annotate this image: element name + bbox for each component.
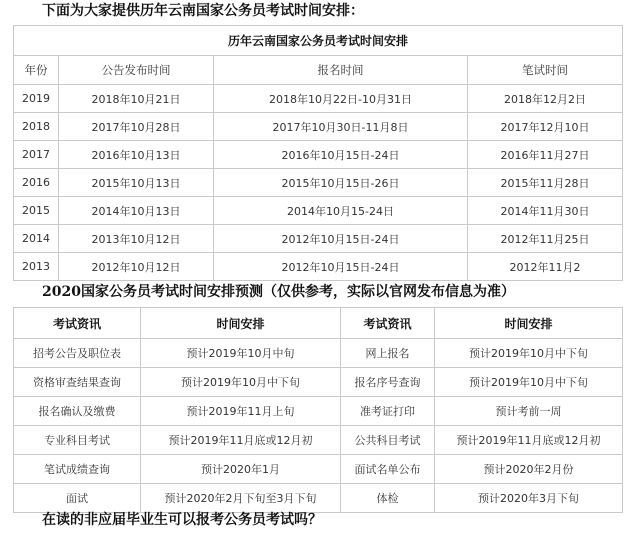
registration-period-cell: 2015年10月15日-26日 — [214, 169, 468, 197]
schedule-cell: 预计2019年11月底或12月初 — [141, 426, 341, 455]
table-row — [14, 397, 623, 426]
schedule-cell: 预计2020年2月份 — [435, 455, 623, 484]
table-row — [14, 455, 623, 484]
schedule-cell: 预计2020年2月下旬至3月下旬 — [141, 484, 341, 513]
registration-period-cell: 2016年10月15日-24日 — [214, 141, 468, 169]
year-cell: 2017 — [14, 141, 59, 169]
table-row — [14, 426, 623, 455]
forecast-schedule-table — [13, 307, 623, 513]
table-row — [14, 169, 623, 197]
announcement-date-cell: 2015年10月13日 — [59, 169, 214, 197]
column-header: 年份 — [14, 56, 59, 85]
announcement-date-cell: 2013年10月12日 — [59, 225, 214, 253]
announcement-date-cell: 2018年10月21日 — [59, 85, 214, 113]
table-row — [14, 225, 623, 253]
history-schedule-table — [13, 25, 623, 281]
exam-item-cell: 专业科目考试 — [14, 426, 141, 455]
exam-item-cell: 报名确认及缴费 — [14, 397, 141, 426]
exam-item-cell: 体检 — [341, 484, 435, 513]
announcement-date-cell: 2016年10月13日 — [59, 141, 214, 169]
schedule-cell: 预计2019年11月上旬 — [141, 397, 341, 426]
exam-item-cell: 报名序号查询 — [341, 368, 435, 397]
column-header: 时间安排 — [141, 308, 341, 339]
column-header: 公告发布时间 — [59, 56, 214, 85]
exam-item-cell: 笔试成绩查询 — [14, 455, 141, 484]
registration-period-cell: 2018年10月22日-10月31日 — [214, 85, 468, 113]
registration-period-cell: 2017年10月30日-11月8日 — [214, 113, 468, 141]
table-row — [14, 197, 623, 225]
announcement-date-cell: 2012年10月12日 — [59, 253, 214, 281]
exam-item-cell: 资格审查结果查询 — [14, 368, 141, 397]
schedule-cell: 预计2020年3月下旬 — [435, 484, 623, 513]
column-header: 时间安排 — [435, 308, 623, 339]
exam-date-cell: 2012年11月25日 — [468, 225, 623, 253]
column-header: 考试资讯 — [341, 308, 435, 339]
exam-item-cell: 网上报名 — [341, 339, 435, 368]
exam-date-cell: 2016年11月27日 — [468, 141, 623, 169]
year-cell: 2019 — [14, 85, 59, 113]
column-header: 考试资讯 — [14, 308, 141, 339]
year-cell: 2016 — [14, 169, 59, 197]
exam-date-cell: 2014年11月30日 — [468, 197, 623, 225]
question-heading: 在读的非应届毕业生可以报考公务员考试吗？ — [42, 512, 322, 528]
schedule-cell: 预计考前一周 — [435, 397, 623, 426]
announcement-date-cell: 2017年10月28日 — [59, 113, 214, 141]
year-cell: 2018 — [14, 113, 59, 141]
year-cell: 2014 — [14, 225, 59, 253]
registration-period-cell: 2012年10月15日-24日 — [214, 225, 468, 253]
intro-heading: 下面为大家提供历年云南国家公务员考试时间安排： — [42, 3, 364, 19]
schedule-cell: 预计2019年10月中旬 — [141, 339, 341, 368]
registration-period-cell: 2012年10月15日-24日 — [214, 253, 468, 281]
table-row — [14, 253, 623, 281]
announcement-date-cell: 2014年10月13日 — [59, 197, 214, 225]
schedule-cell: 预计2019年10月中下旬 — [141, 368, 341, 397]
exam-item-cell: 面试名单公布 — [341, 455, 435, 484]
column-header: 报名时间 — [214, 56, 468, 85]
registration-period-cell: 2014年10月15-24日 — [214, 197, 468, 225]
exam-item-cell: 招考公告及职位表 — [14, 339, 141, 368]
forecast-heading: 2020国家公务员考试时间安排预测（仅供参考，实际以官网发布信息为准） — [42, 284, 515, 300]
exam-date-cell: 2012年11月2 — [468, 253, 623, 281]
year-cell: 2013 — [14, 253, 59, 281]
schedule-cell: 预计2019年10月中下旬 — [435, 368, 623, 397]
schedule-cell: 预计2020年1月 — [141, 455, 341, 484]
year-cell: 2015 — [14, 197, 59, 225]
exam-date-cell: 2015年11月28日 — [468, 169, 623, 197]
table-row — [14, 141, 623, 169]
exam-item-cell: 面试 — [14, 484, 141, 513]
table-row — [14, 484, 623, 513]
column-header: 笔试时间 — [468, 56, 623, 85]
table-row — [14, 368, 623, 397]
table-row — [14, 113, 623, 141]
schedule-cell: 预计2019年11月底或12月初 — [435, 426, 623, 455]
table-row — [14, 85, 623, 113]
exam-date-cell: 2018年12月2日 — [468, 85, 623, 113]
schedule-cell: 预计2019年10月中下旬 — [435, 339, 623, 368]
history-table-title: 历年云南国家公务员考试时间安排 — [14, 26, 623, 56]
exam-item-cell: 准考证打印 — [341, 397, 435, 426]
exam-date-cell: 2017年12月10日 — [468, 113, 623, 141]
history-table-header — [14, 56, 623, 85]
forecast-table-header — [14, 308, 623, 339]
table-row — [14, 339, 623, 368]
exam-item-cell: 公共科目考试 — [341, 426, 435, 455]
